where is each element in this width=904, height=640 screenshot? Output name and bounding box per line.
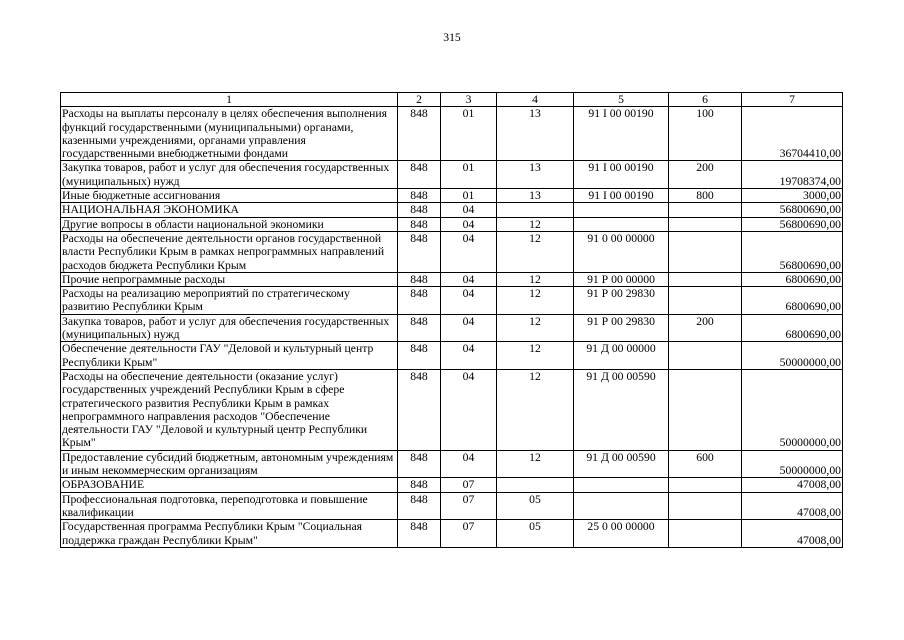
section-code: 04 — [441, 287, 497, 315]
expense-type-code — [669, 478, 742, 492]
section-code: 04 — [441, 272, 497, 286]
column-number-header: 1 — [61, 93, 398, 107]
expense-type-code — [669, 520, 742, 548]
target-article-code — [574, 478, 669, 492]
admin-code: 848 — [398, 492, 441, 520]
subsection-code: 13 — [497, 107, 574, 161]
subsection-code: 13 — [497, 161, 574, 189]
amount: 47008,00 — [742, 478, 843, 492]
expense-type-code — [669, 203, 742, 217]
table-row — [61, 107, 843, 161]
admin-code: 848 — [398, 161, 441, 189]
section-code: 04 — [441, 203, 497, 217]
admin-code: 848 — [398, 203, 441, 217]
expense-type-code — [669, 342, 742, 370]
target-article-code: 91 Д 00 00000 — [574, 342, 669, 370]
amount: 6800690,00 — [742, 287, 843, 315]
expense-type-code — [669, 217, 742, 231]
expense-type-code — [669, 492, 742, 520]
admin-code: 848 — [398, 272, 441, 286]
subsection-code: 12 — [497, 342, 574, 370]
row-description: Расходы на выплаты персоналу в целях обеспечения выполнения функций государственными (муниципальными) органами, казенными учреждениями, органами управления государственными внебюджетными фондами — [61, 107, 398, 161]
subsection-code — [497, 203, 574, 217]
target-article-code: 91 I 00 00190 — [574, 189, 669, 203]
amount: 56800690,00 — [742, 217, 843, 231]
amount: 47008,00 — [742, 520, 843, 548]
section-code: 04 — [441, 217, 497, 231]
target-article-code: 91 Д 00 00590 — [574, 450, 669, 478]
budget-table — [60, 92, 843, 548]
table-row — [61, 272, 843, 286]
row-description: Иные бюджетные ассигнования — [61, 189, 398, 203]
row-description: Закупка товаров, работ и услуг для обеспечения государственных (муниципальных) нужд — [61, 314, 398, 342]
table-row — [61, 203, 843, 217]
target-article-code: 91 I 00 00190 — [574, 107, 669, 161]
table-row — [61, 217, 843, 231]
row-description: Другие вопросы в области национальной экономики — [61, 217, 398, 231]
subsection-code: 05 — [497, 492, 574, 520]
amount: 36704410,00 — [742, 107, 843, 161]
section-code: 04 — [441, 450, 497, 478]
amount: 3000,00 — [742, 189, 843, 203]
table-header — [61, 93, 843, 107]
target-article-code — [574, 492, 669, 520]
table-row — [61, 342, 843, 370]
table-row — [61, 314, 843, 342]
expense-type-code — [669, 231, 742, 272]
row-description: НАЦИОНАЛЬНАЯ ЭКОНОМИКА — [61, 203, 398, 217]
amount: 50000000,00 — [742, 369, 843, 450]
section-code: 04 — [441, 369, 497, 450]
target-article-code — [574, 203, 669, 217]
section-code: 01 — [441, 189, 497, 203]
section-code: 04 — [441, 314, 497, 342]
amount: 50000000,00 — [742, 342, 843, 370]
amount: 56800690,00 — [742, 231, 843, 272]
row-description: Обеспечение деятельности ГАУ "Деловой и культурный центр Республики Крым" — [61, 342, 398, 370]
table-row — [61, 369, 843, 450]
target-article-code: 25 0 00 00000 — [574, 520, 669, 548]
row-description: Расходы на обеспечение деятельности (оказание услуг) государственных учреждений Республики Крым в сфере стратегического развития Республики Крым в рамках непрограммного направления расходов "Обеспечение деятельности ГАУ "Деловой и культурный центр Республики Крым" — [61, 369, 398, 450]
admin-code: 848 — [398, 478, 441, 492]
table-row — [61, 492, 843, 520]
column-number-header: 3 — [441, 93, 497, 107]
expense-type-code — [669, 272, 742, 286]
expense-type-code: 200 — [669, 314, 742, 342]
column-number-header: 5 — [574, 93, 669, 107]
expense-type-code: 100 — [669, 107, 742, 161]
table-row — [61, 189, 843, 203]
row-description: Расходы на обеспечение деятельности органов государственной власти Республики Крым в рамках непрограммных направлений расходов бюджета Республики Крым — [61, 231, 398, 272]
amount: 47008,00 — [742, 492, 843, 520]
admin-code: 848 — [398, 520, 441, 548]
table-row — [61, 520, 843, 548]
amount: 6800690,00 — [742, 314, 843, 342]
target-article-code: 91 Р 00 00000 — [574, 272, 669, 286]
section-code: 07 — [441, 478, 497, 492]
table-row — [61, 231, 843, 272]
target-article-code: 91 I 00 00190 — [574, 161, 669, 189]
section-code: 01 — [441, 161, 497, 189]
admin-code: 848 — [398, 342, 441, 370]
target-article-code: 91 0 00 00000 — [574, 231, 669, 272]
target-article-code: 91 Р 00 29830 — [574, 314, 669, 342]
subsection-code: 12 — [497, 231, 574, 272]
target-article-code: 91 Р 00 29830 — [574, 287, 669, 315]
subsection-code: 12 — [497, 369, 574, 450]
table-row — [61, 478, 843, 492]
admin-code: 848 — [398, 287, 441, 315]
column-number-header: 6 — [669, 93, 742, 107]
table-row — [61, 287, 843, 315]
section-code: 07 — [441, 492, 497, 520]
target-article-code: 91 Д 00 00590 — [574, 369, 669, 450]
admin-code: 848 — [398, 450, 441, 478]
row-description: Прочие непрограммные расходы — [61, 272, 398, 286]
row-description: Закупка товаров, работ и услуг для обеспечения государственных (муниципальных) нужд — [61, 161, 398, 189]
expense-type-code: 600 — [669, 450, 742, 478]
subsection-code: 12 — [497, 314, 574, 342]
subsection-code: 12 — [497, 450, 574, 478]
table-row — [61, 161, 843, 189]
column-number-header: 7 — [742, 93, 843, 107]
amount: 19708374,00 — [742, 161, 843, 189]
subsection-code: 13 — [497, 189, 574, 203]
expense-type-code — [669, 287, 742, 315]
section-code: 04 — [441, 231, 497, 272]
section-code: 01 — [441, 107, 497, 161]
section-code: 04 — [441, 342, 497, 370]
admin-code: 848 — [398, 369, 441, 450]
subsection-code: 12 — [497, 217, 574, 231]
row-description: Профессиональная подготовка, переподготовка и повышение квалификации — [61, 492, 398, 520]
header-row — [61, 93, 843, 107]
section-code: 07 — [441, 520, 497, 548]
page-number: 315 — [443, 31, 461, 44]
column-number-header: 4 — [497, 93, 574, 107]
admin-code: 848 — [398, 107, 441, 161]
subsection-code: 12 — [497, 272, 574, 286]
expense-type-code: 200 — [669, 161, 742, 189]
subsection-code: 05 — [497, 520, 574, 548]
amount: 50000000,00 — [742, 450, 843, 478]
row-description: Предоставление субсидий бюджетным, автономным учреждениям и иным некоммерческим организациям — [61, 450, 398, 478]
subsection-code: 12 — [497, 287, 574, 315]
amount: 6800690,00 — [742, 272, 843, 286]
row-description: ОБРАЗОВАНИЕ — [61, 478, 398, 492]
admin-code: 848 — [398, 217, 441, 231]
amount: 56800690,00 — [742, 203, 843, 217]
expense-type-code: 800 — [669, 189, 742, 203]
admin-code: 848 — [398, 189, 441, 203]
column-number-header: 2 — [398, 93, 441, 107]
table-body — [61, 107, 843, 548]
expense-type-code — [669, 369, 742, 450]
admin-code: 848 — [398, 314, 441, 342]
target-article-code — [574, 217, 669, 231]
admin-code: 848 — [398, 231, 441, 272]
subsection-code — [497, 478, 574, 492]
row-description: Государственная программа Республики Крым "Социальная поддержка граждан Республики Крым" — [61, 520, 398, 548]
row-description: Расходы на реализацию мероприятий по стратегическому развитию Республики Крым — [61, 287, 398, 315]
table-row — [61, 450, 843, 478]
